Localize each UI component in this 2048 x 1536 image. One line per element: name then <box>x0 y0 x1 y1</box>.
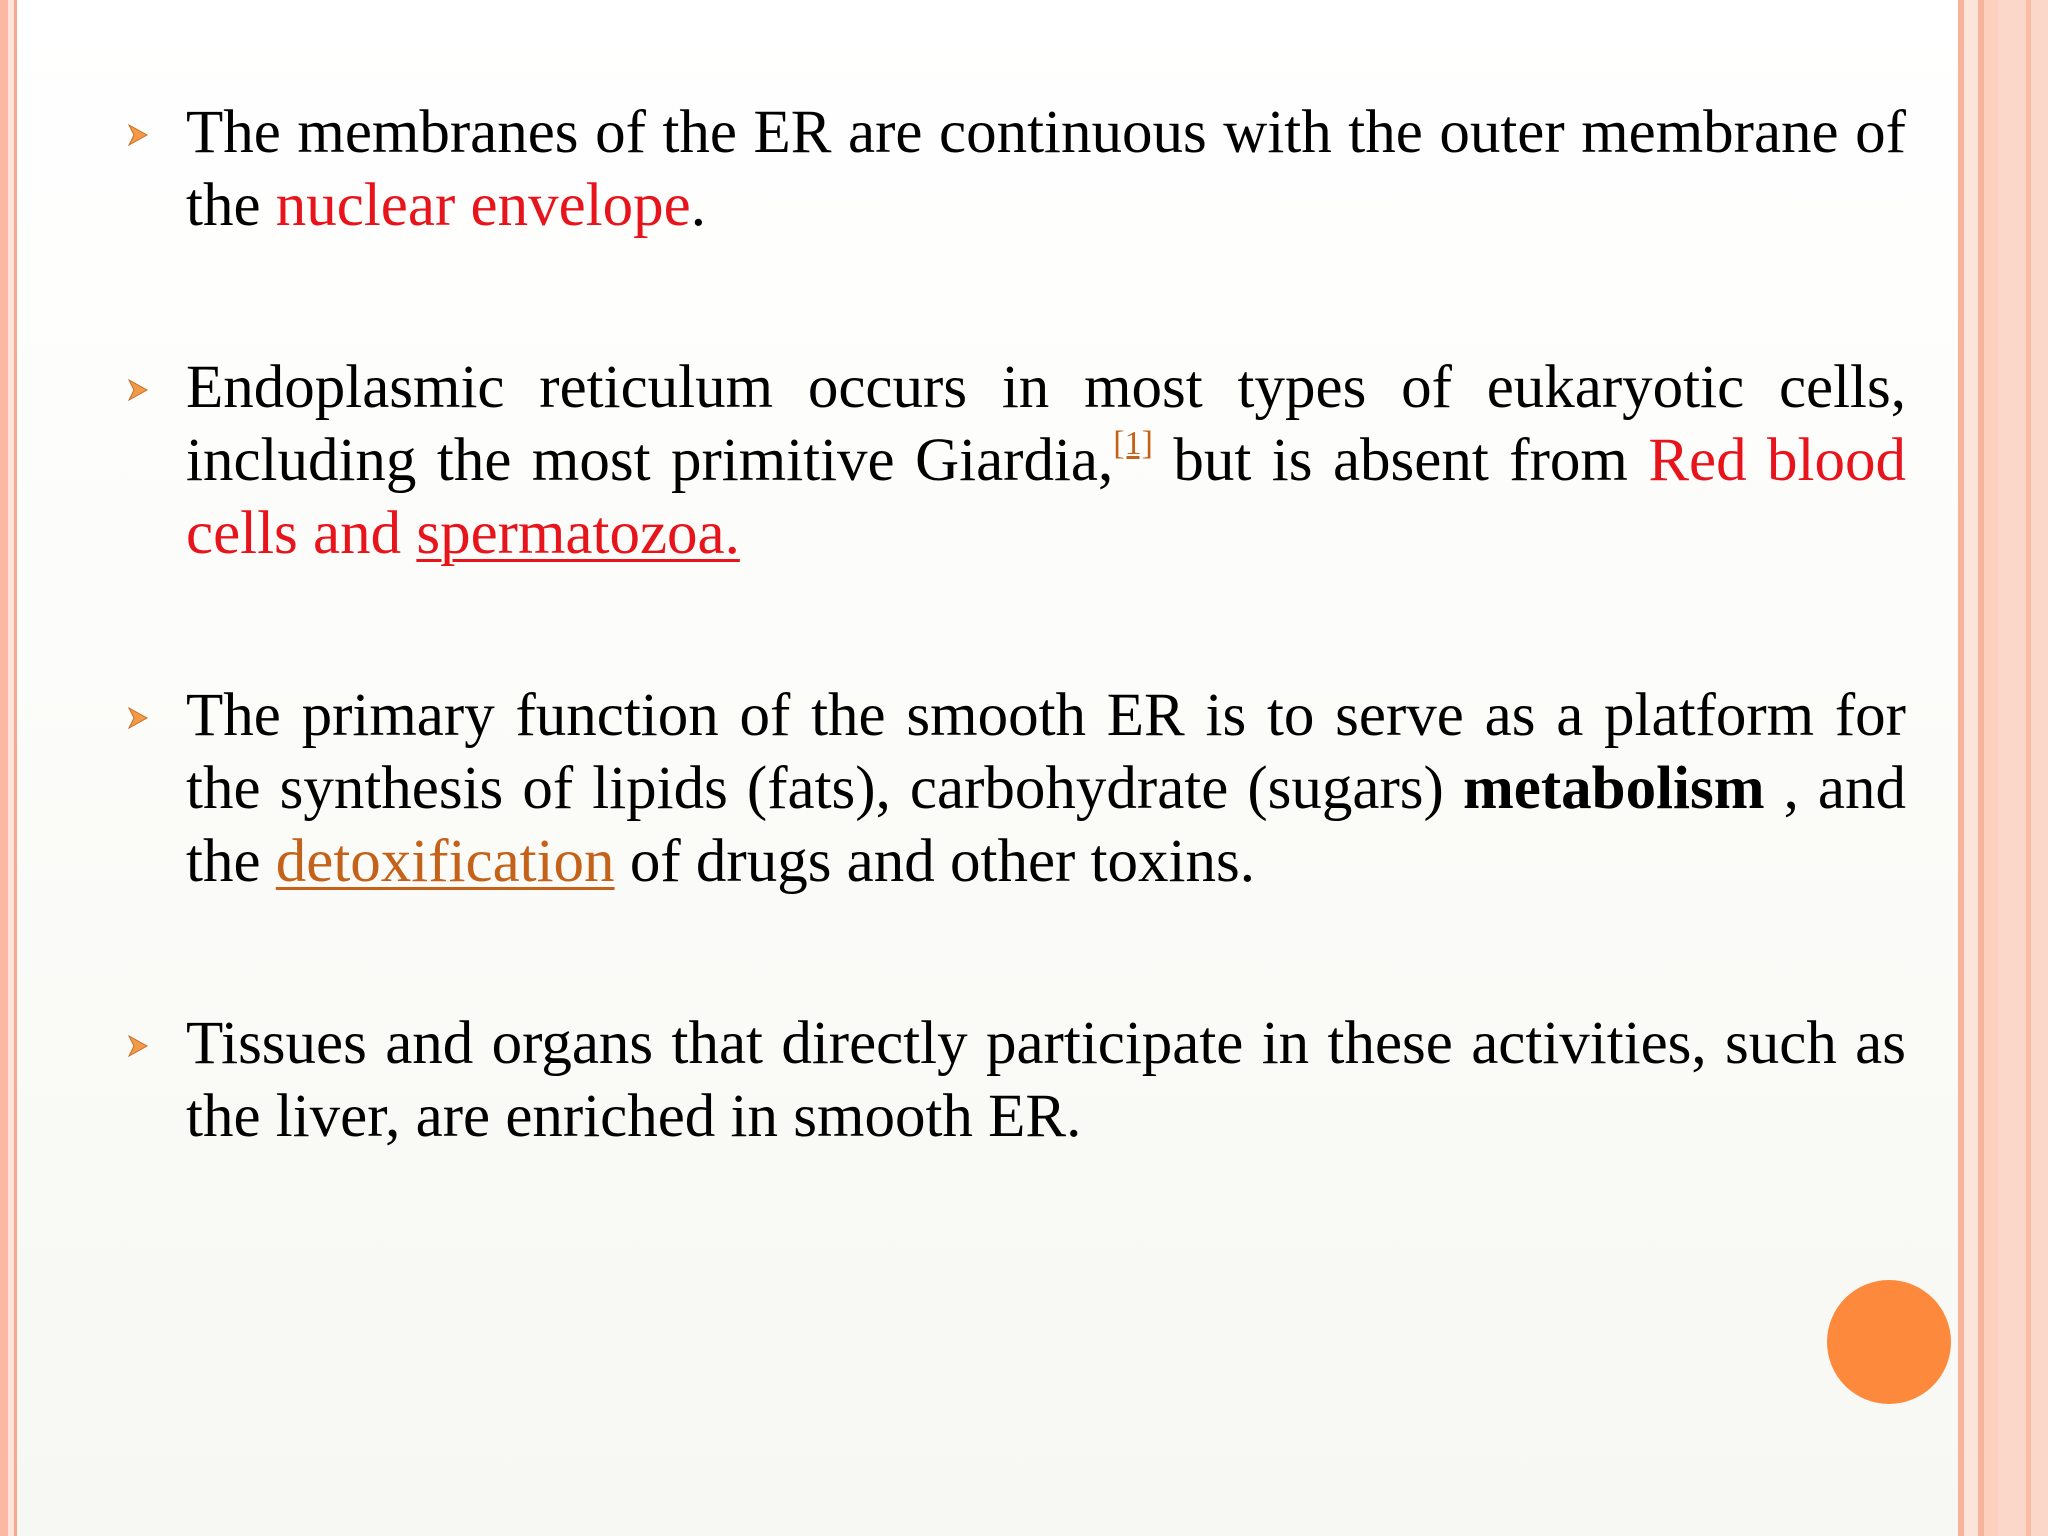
bold-text: metabolism <box>1462 755 1765 822</box>
highlight-text: Red blood cells and <box>186 427 1906 567</box>
highlight-text: nuclear envelope <box>275 172 691 239</box>
arrowhead-bullet-icon <box>128 707 148 729</box>
right-border-stripe <box>1984 0 1998 1536</box>
detoxification-link[interactable]: detoxification <box>275 828 615 895</box>
arrowhead-bullet-icon <box>128 379 148 401</box>
bullet-item <box>128 1007 1906 1153</box>
spermatozoa-link[interactable]: spermatozoa. <box>416 500 740 567</box>
bullet-text: Tissues and organs that directly participate in these activities, such as the liver, are enriched in smooth ER. <box>186 1010 1906 1150</box>
left-border-stripe <box>0 0 8 1536</box>
bullet-text: . <box>690 172 706 239</box>
bullet-item <box>128 96 1906 242</box>
bullet-text: The primary function of the smooth ER is to serve as a platform for the synthesis of lipids (fats), carbohydrate (sugars) <box>186 682 1906 822</box>
right-border-stripe <box>1964 0 1978 1536</box>
right-border-stripe <box>2026 0 2031 1536</box>
bullet-text: but is absent from <box>1152 427 1649 494</box>
arrowhead-bullet-icon <box>128 1035 148 1057</box>
bullet-text: of drugs and other toxins. <box>614 828 1255 895</box>
left-border-stripe <box>14 0 17 1536</box>
bullet-text: The membranes of the ER are continuous with the outer membrane of the <box>186 99 1906 239</box>
bullet-item <box>128 351 1906 570</box>
arrowhead-bullet-icon <box>128 124 148 146</box>
citation-link[interactable]: [1] <box>1113 425 1153 462</box>
right-border-stripe <box>1998 0 2048 1536</box>
bullet-item <box>128 679 1906 898</box>
slide-content <box>128 96 1906 1153</box>
bullet-text: Endoplasmic reticulum occurs in most types of eukaryotic cells, including the most primitive Giardia, <box>186 354 1906 494</box>
orange-circle-decoration <box>1827 1280 1951 1404</box>
bullet-text: , and the <box>186 755 1906 895</box>
